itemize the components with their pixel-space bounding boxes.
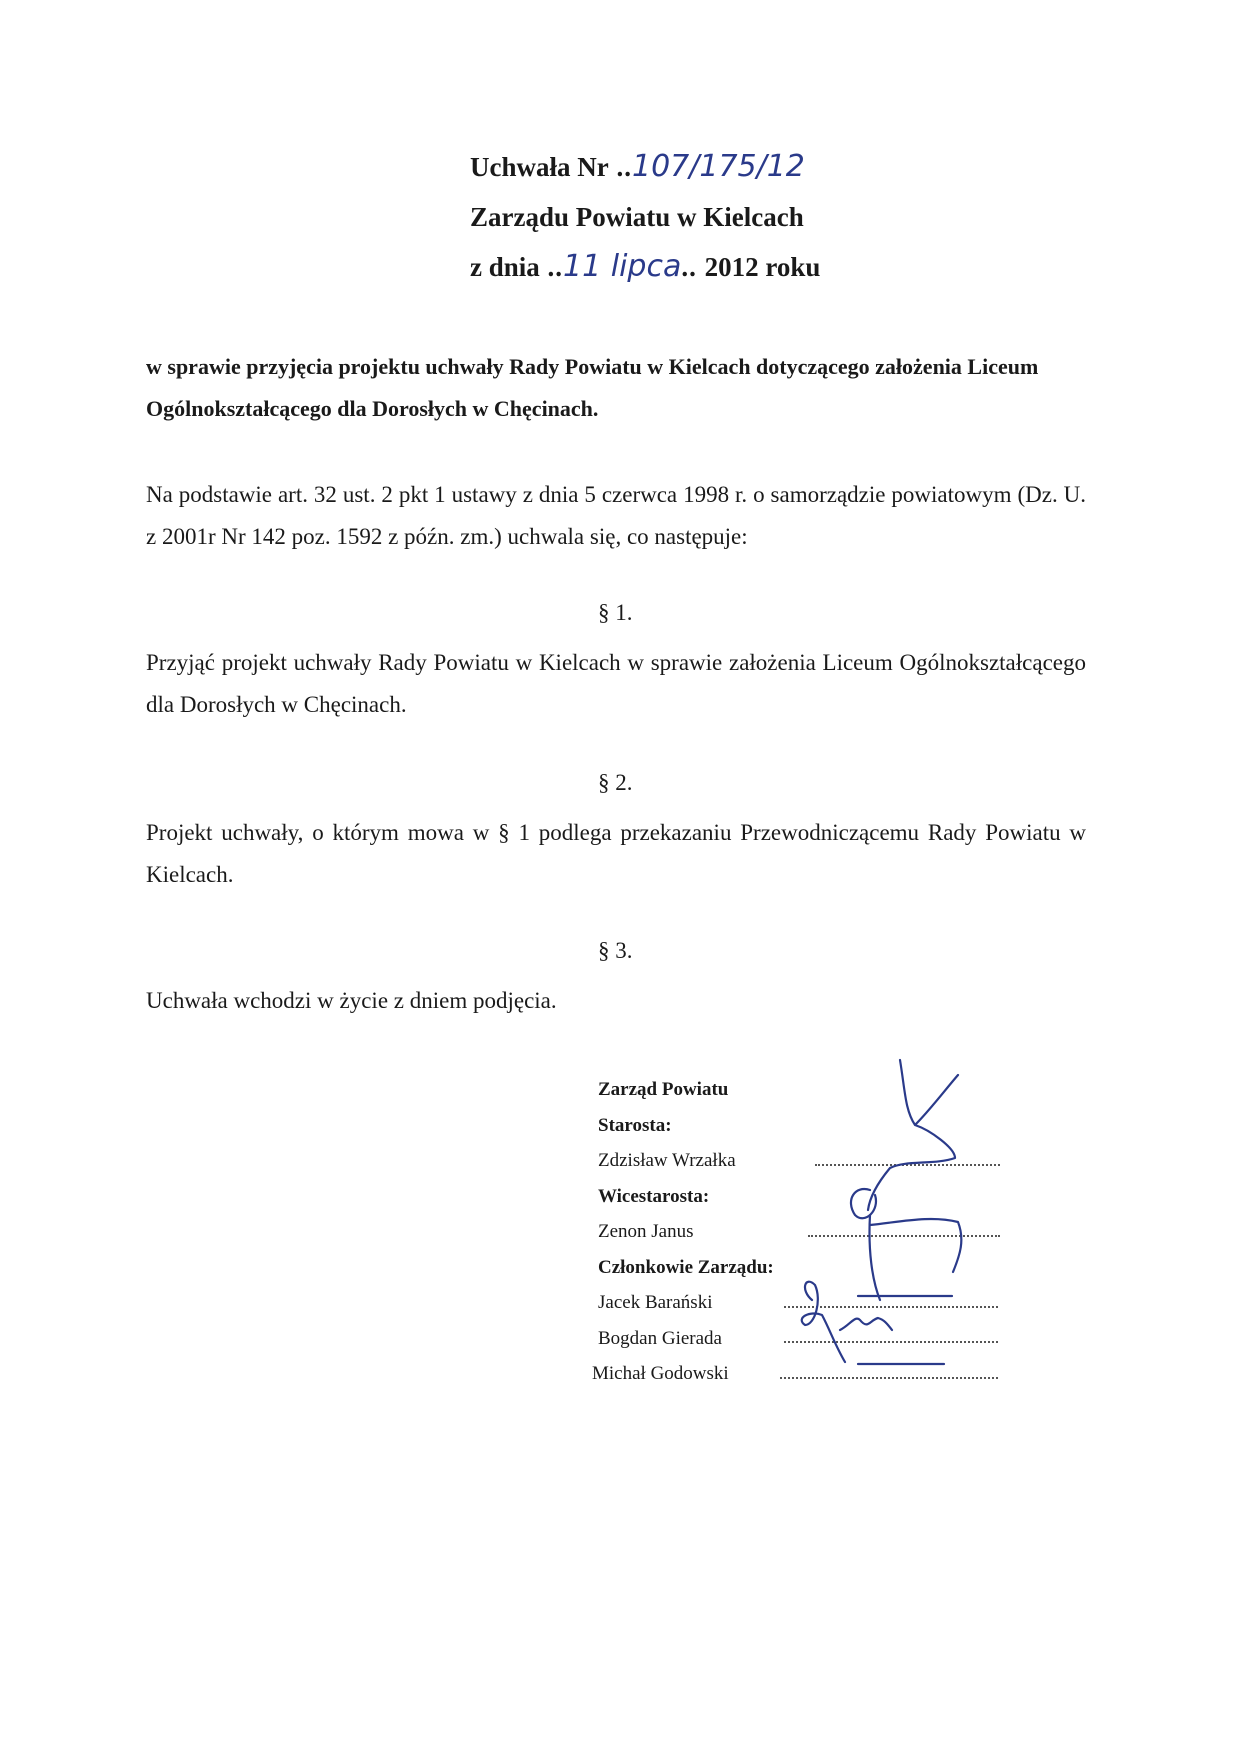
signature-line-member-2 — [784, 1339, 998, 1343]
section-1-text: Przyjąć projekt uchwały Rady Powiatu w Kielcach w sprawie założenia Liceum Ogólnokształcącego dla Dorosłych w Chęcinach. — [146, 650, 1086, 717]
vice-starosta-label: Wicestarosta: — [598, 1185, 710, 1207]
section-1-mark: § 1. — [598, 600, 633, 625]
resolution-number-line: Uchwała Nr .. 107/175/12 — [470, 142, 820, 192]
board-label: Zarząd Powiatu — [598, 1079, 729, 1100]
starosta-name: Zdzisław Wrzałka — [598, 1150, 736, 1171]
signature-starosta — [868, 1060, 958, 1210]
vice-starosta-name: Zenon Janus — [598, 1221, 694, 1242]
date-prefix: z dnia — [470, 252, 540, 282]
starosta-label: Starosta: — [598, 1114, 672, 1136]
resolution-header — [470, 142, 820, 292]
member-2-name: Bogdan Gierada — [598, 1327, 722, 1349]
resolution-number-prefix: Uchwała Nr — [470, 152, 609, 182]
member-3-name: Michał Godowski — [592, 1363, 729, 1384]
signature-member — [802, 1282, 892, 1362]
legal-basis: Na podstawie art. 32 ust. 2 pkt 1 ustawy z dnia 5 czerwca 1998 r. o samorządzie powiatowym (Dz. U. z 2001r Nr 142 poz. 1592 z późn. zm.) uchwala się, co następuje: — [146, 482, 1086, 549]
board-name-line — [470, 192, 820, 242]
board-name: Zarządu Powiatu w Kielcach — [470, 202, 804, 232]
signature-block — [592, 1072, 774, 1392]
signature-line-member-1 — [784, 1304, 998, 1308]
section-3-mark: § 3. — [598, 938, 633, 963]
board-members-label: Członkowie Zarządu: — [598, 1256, 774, 1278]
signature-vice-starosta — [851, 1189, 961, 1300]
resolution-date-line: z dnia .. 11 lipca .. 2012 roku — [470, 242, 820, 292]
resolution-number-handwritten: 107/175/12 — [631, 149, 805, 184]
date-handwritten: 11 lipca — [563, 249, 682, 284]
signature-line-member-3 — [780, 1375, 998, 1379]
date-suffix: 2012 roku — [704, 252, 821, 282]
section-3-text: Uchwała wchodzi w życie z dniem podjęcia. — [146, 988, 557, 1013]
signature-line-vice — [808, 1233, 1000, 1237]
signature-line-starosta — [815, 1162, 1000, 1166]
section-2-mark: § 2. — [598, 770, 633, 795]
member-1-name: Jacek Barański — [598, 1292, 713, 1313]
resolution-subject: w sprawie przyjęcia projektu uchwały Rady Powiatu w Kielcach dotyczącego założenia Liceum Ogólnokształcącego dla Dorosłych w Chęcinach. — [146, 354, 1039, 421]
section-2-text: Projekt uchwały, o którym mowa w § 1 podlega przekazaniu Przewodniczącemu Rady Powiatu w Kielcach. — [146, 820, 1086, 887]
